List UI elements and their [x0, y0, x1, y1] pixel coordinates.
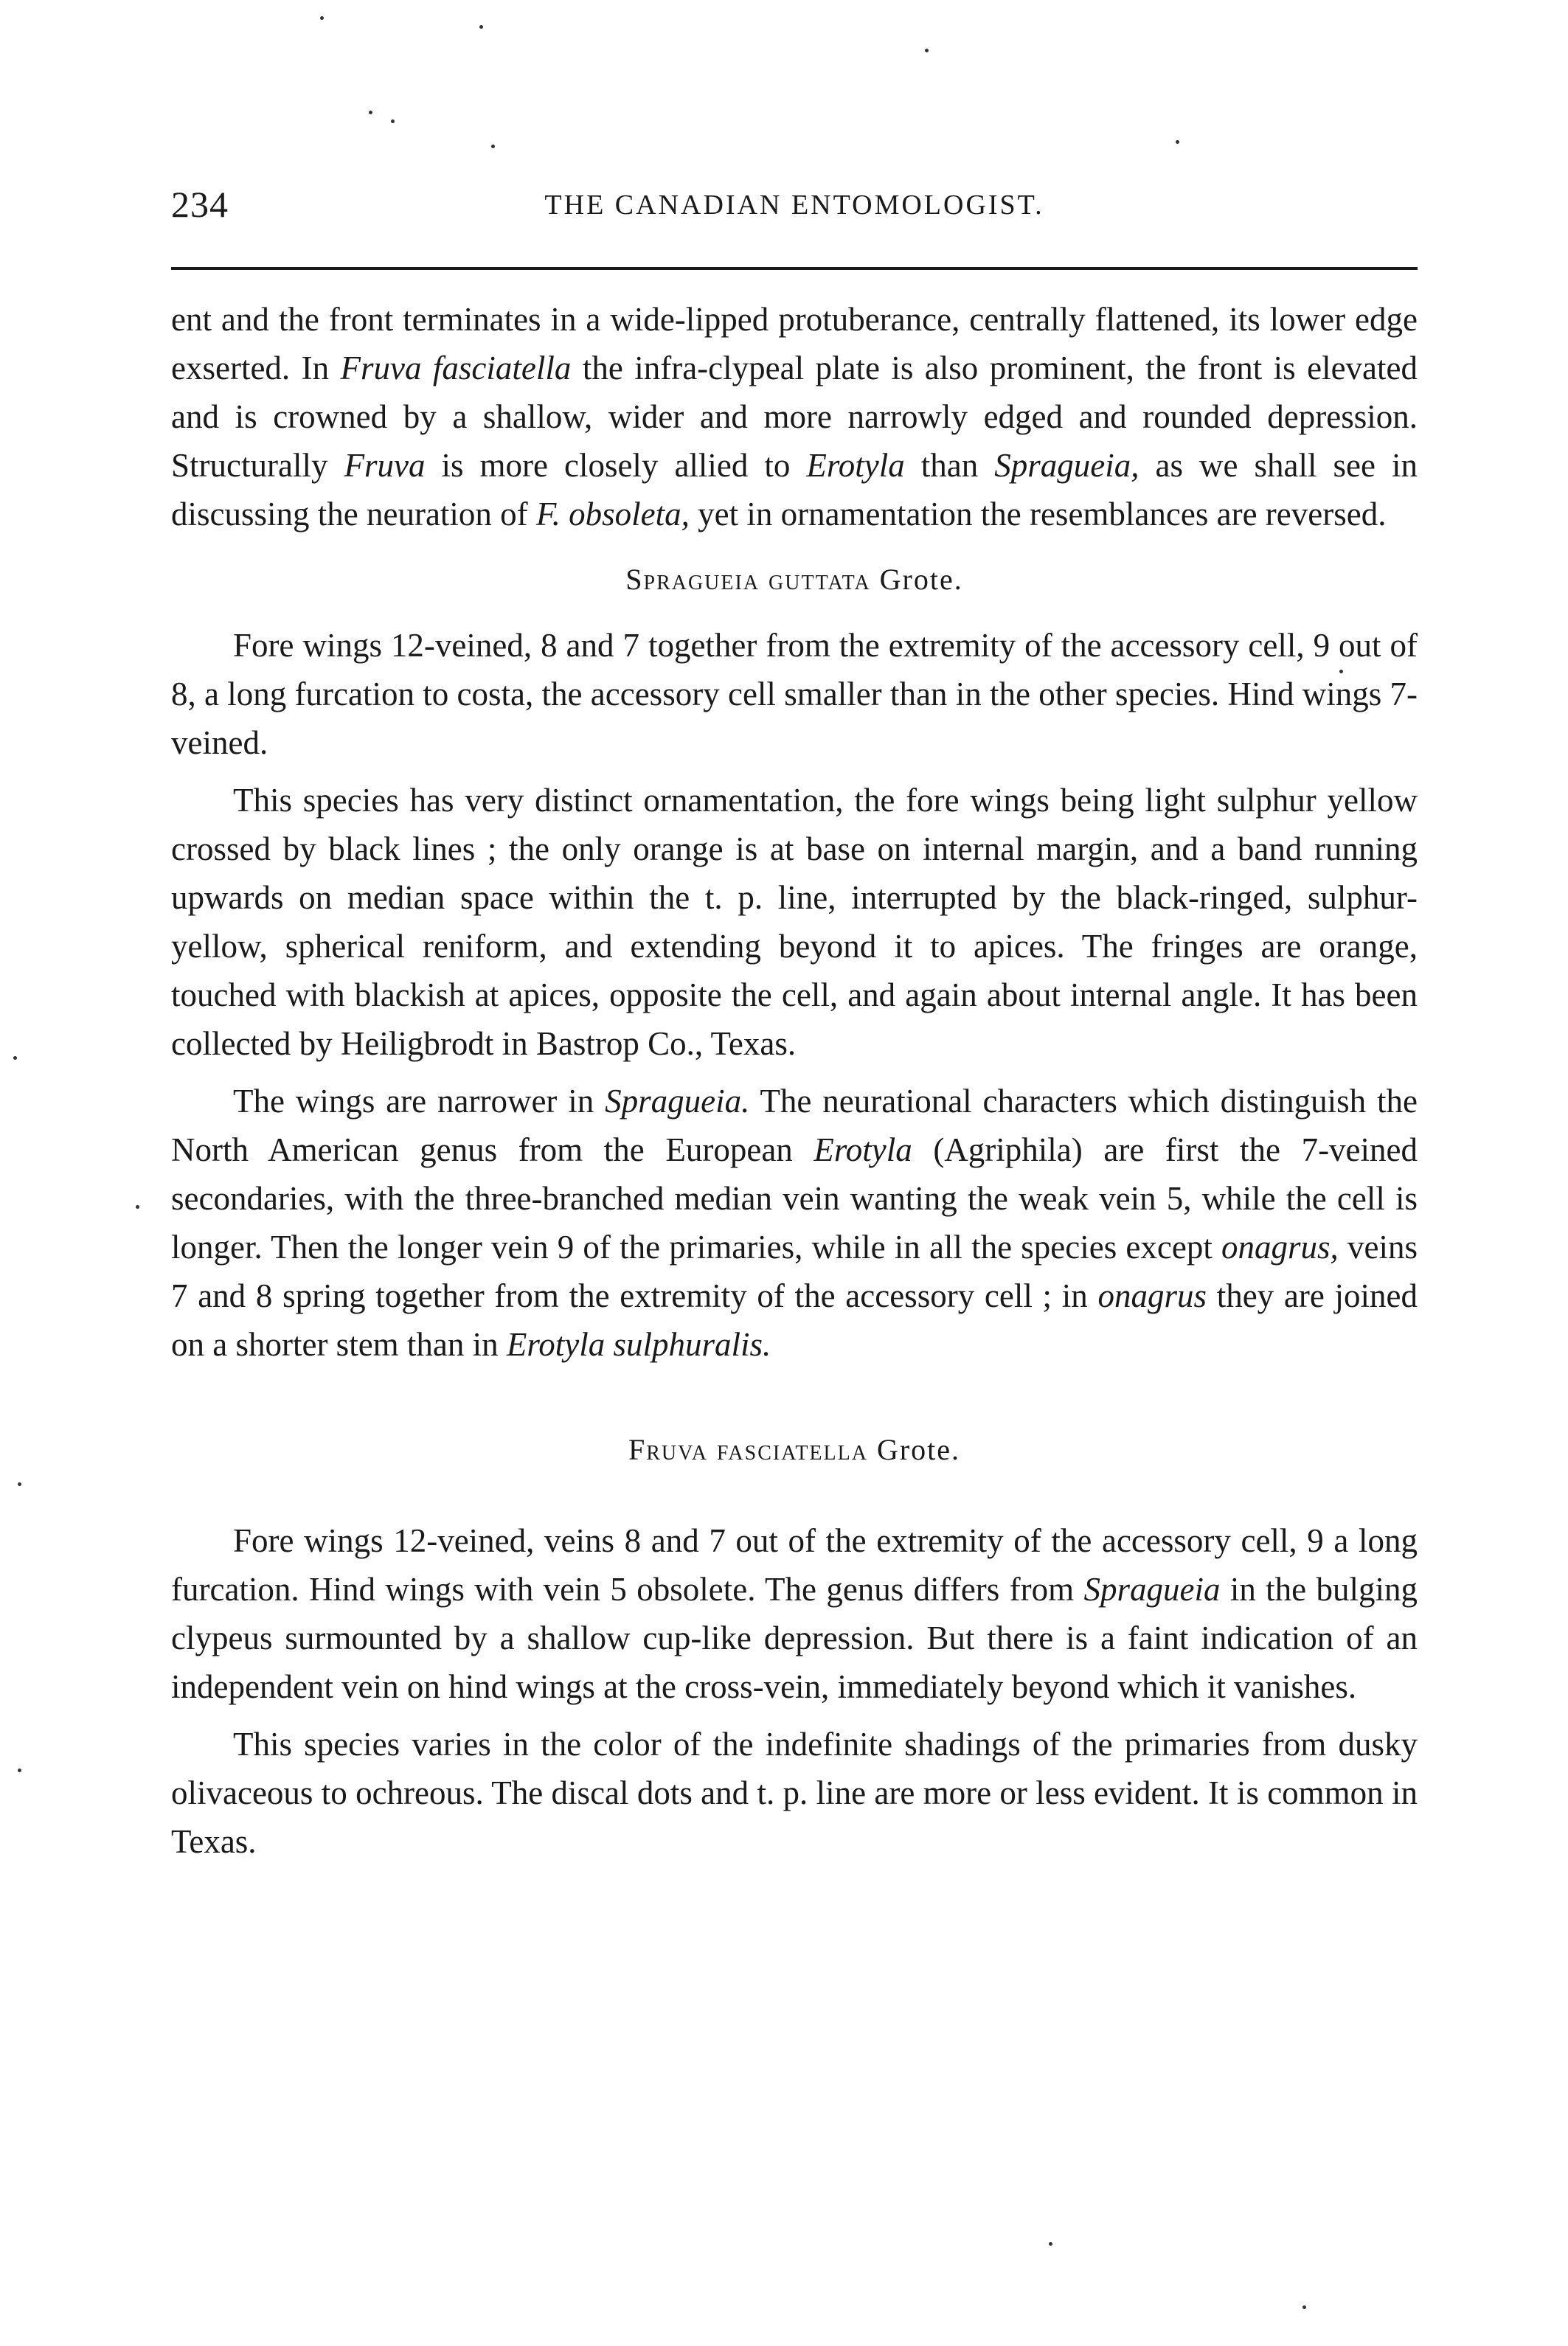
taxon-name: Fruva — [344, 447, 426, 484]
paragraph: Fore wings 12-veined, veins 8 and 7 out of the extremity of the accessory cell, 9 a long furcation. Hind wings with vein 5 obsolete. The genus differs from Spragueia in the bulging clypeus surmounted by a shallow cup-like depression. But there is a faint indication of an independent vein on hind wings at the cross-vein, immediately beyond which it vanishes. — [171, 1522, 1418, 1705]
taxon-name: Erotyla sulphuralis. — [506, 1326, 771, 1363]
scan-speck — [391, 119, 395, 123]
taxon-name: Erotyla — [806, 447, 905, 484]
scan-speck — [320, 16, 324, 20]
scan-speck — [491, 145, 495, 148]
scan-speck — [13, 1056, 17, 1060]
scan-speck — [1302, 2305, 1306, 2309]
scan-speck — [1176, 140, 1179, 144]
paragraph: The wings are narrower in Spragueia. The neurational characters which distinguish the North American genus from the European Erotyla (Agriphila) are first the 7-veined secondaries, with the three-branched median vein wanting the weak vein 5, while the cell is longer. Then the longer vein 9 of the primaries, while in all the species except onagrus, veins 7 and 8 spring together from the extremity of the accessory cell ; in onagrus they are joined on a shorter stem than in Erotyla sulphuralis. — [171, 1083, 1418, 1363]
paragraph: Fore wings 12-veined, 8 and 7 together from the extremity of the accessory cell, 9 out of 8, a long furcation to costa, the accessory cell smaller than in the other species. Hind wings 7-veined. — [171, 627, 1418, 761]
taxon-name: Spragueia. — [605, 1083, 750, 1120]
section-heading-spragueia: Spragueia guttata Grote. — [625, 563, 963, 596]
article-body — [171, 295, 1418, 1866]
taxon-name: Fruva fasciatella — [340, 350, 572, 386]
taxon-name: F. obsoleta, — [535, 496, 690, 532]
journal-page — [171, 0, 1418, 2346]
scan-speck — [925, 49, 929, 52]
paragraph-continued: ent and the front terminates in a wide-lipped protuberance, centrally flattened, its lower edge exserted. In Fruva fasciatella the infra-clypeal plate is also prominent, the front is elevated and is crowned by a shallow, wider and more narrowly edged and rounded depression. Structurally Fruva is more closely allied to Erotyla than Spragueia, as we shall see in discussing the neuration of F. obsoleta, yet in ornamentation the resemblances are reversed. — [171, 301, 1418, 532]
taxon-name: onagrus, — [1221, 1229, 1339, 1266]
scan-speck — [479, 25, 483, 29]
page-number: 234 — [171, 184, 229, 225]
scan-speck — [1339, 670, 1343, 673]
taxon-name: Erotyla — [814, 1131, 912, 1168]
scan-speck — [18, 1769, 21, 1772]
section-heading-fruva: Fruva fasciatella Grote. — [628, 1433, 961, 1466]
taxon-name: onagrus — [1097, 1277, 1207, 1314]
taxon-name: Spragueia, — [994, 447, 1139, 484]
scan-speck — [18, 1482, 21, 1486]
paragraph: This species varies in the color of the indefinite shadings of the primaries from dusky olivaceous to ochreous. The discal dots and t. p. line are more or less evident. It is common in Texas. — [171, 1726, 1418, 1860]
journal-title: THE CANADIAN ENTOMOLOGIST. — [544, 190, 1044, 221]
scan-speck — [369, 111, 372, 114]
header-rule — [171, 267, 1418, 270]
scan-speck — [1049, 2242, 1052, 2246]
taxon-name: Spragueia — [1083, 1571, 1221, 1608]
running-head — [171, 183, 1418, 235]
scan-speck — [136, 1205, 139, 1209]
paragraph: This species has very distinct ornamentation, the fore wings being light sulphur yellow crossed by black lines ; the only orange is at base on internal margin, and a band running upwards on median space within the t. p. line, interrupted by the black-ringed, sulphur-yellow, spherical reniform, and extending beyond it to apices. The fringes are orange, touched with blackish at apices, opposite the cell, and again about internal angle. It has been collected by Heiligbrodt in Bastrop Co., Texas. — [171, 782, 1418, 1062]
